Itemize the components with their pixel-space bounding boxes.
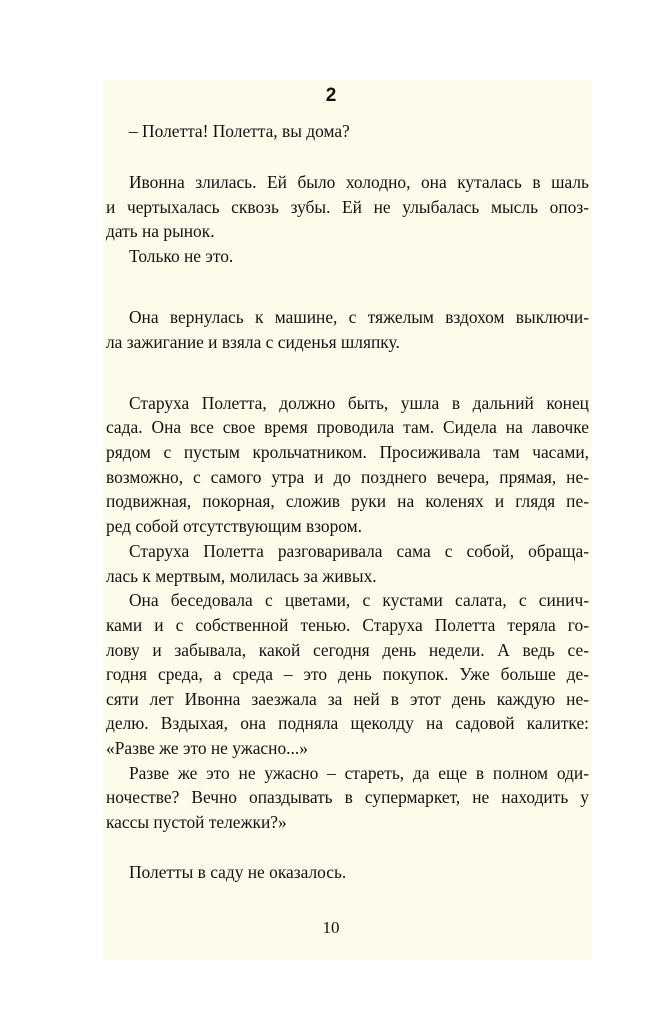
text-line: сада. Она все свое время проводила там. Сидела на лавочке bbox=[106, 417, 589, 437]
text-line: и чертыхалась сквозь зубы. Ей не улыбалась мысль опоз- bbox=[106, 197, 589, 217]
text-line: – Полетта! Полетта, вы дома? bbox=[129, 121, 350, 141]
text-line: ла зажигание и взяла с сиденья шляпку. bbox=[106, 332, 400, 352]
page-number: 10 bbox=[322, 918, 340, 937]
text-line: Старуха Полетта, должно быть, ушла в дальний конец bbox=[129, 393, 589, 413]
text-line: Старуха Полетта разговаривала сама с собой, обраща- bbox=[129, 541, 589, 561]
text-line: Разве же это не ужасно – стареть, да еще в полном оди- bbox=[129, 763, 589, 783]
text-line: Только не это. bbox=[129, 246, 234, 266]
text-line: ками и с собственной тенью. Старуха Полетта теряла го- bbox=[106, 615, 589, 635]
text-line: годня среда, а среда – это день покупок. Уже больше де- bbox=[106, 664, 589, 684]
text-line: Полетты в саду не оказалось. bbox=[129, 862, 347, 882]
text-line: ночестве? Вечно опаздывать в супермаркет, не находить у bbox=[106, 787, 589, 807]
text-line: ред собой отсутствующим взором. bbox=[106, 516, 363, 536]
text-line: «Разве же это не ужасно...» bbox=[106, 738, 308, 758]
text-line: подвижная, покорная, сложив руки на коленях и глядя пе- bbox=[106, 491, 589, 511]
text-line: сяти лет Ивонна заезжала за ней в этот день каждую не- bbox=[106, 689, 589, 709]
text-line: Она беседовала с цветами, с кустами салата, с синич- bbox=[129, 590, 589, 610]
text-line: кассы пустой тележки?» bbox=[106, 812, 287, 832]
chapter-number: 2 bbox=[325, 85, 337, 106]
text-line: возможно, с самого утра и до позднего вечера, прямая, не- bbox=[106, 467, 589, 487]
text-line: делю. Вздыхая, она подняла щеколду на садовой калитке: bbox=[106, 713, 589, 733]
text-line: Она вернулась к машине, с тяжелым вздохом выключи- bbox=[129, 307, 589, 327]
text-line: лась к мертвым, молилась за живых. bbox=[106, 566, 377, 586]
text-line: дать на рынок. bbox=[106, 221, 215, 241]
text-line: Ивонна злилась. Ей было холодно, она куталась в шаль bbox=[129, 172, 589, 192]
text-line: рядом с пустым крольчатником. Просиживала там часами, bbox=[106, 442, 589, 462]
text-line: лову и забывала, какой сегодня день недели. А ведь се- bbox=[106, 640, 589, 660]
